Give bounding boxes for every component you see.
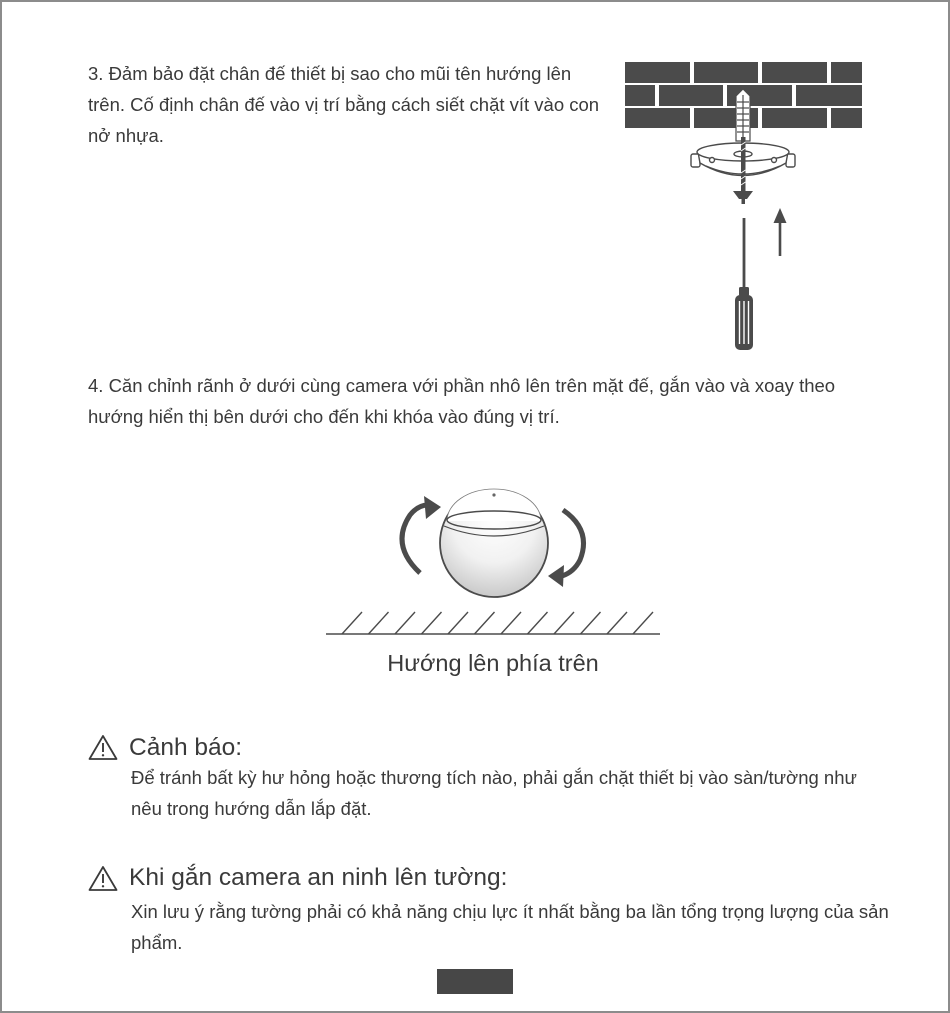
step-3-line: 3. Đảm bảo đặt chân đế thiết bị sao cho mũi tên hướng lên	[88, 63, 572, 84]
rotate-right-arrow-icon	[548, 510, 584, 587]
camera-ball	[440, 487, 548, 597]
step-4-line: hướng hiển thị bên dưới cho đến khi khóa vào đúng vị trí.	[88, 406, 560, 427]
brick	[625, 62, 690, 83]
brick	[625, 85, 655, 106]
page-tab	[437, 969, 513, 994]
ground-hatch-line	[342, 612, 362, 634]
brick	[625, 108, 690, 128]
ground-hatch-line	[501, 612, 521, 634]
ground-hatch-line	[607, 612, 627, 634]
wall-mount-illustration	[620, 55, 870, 355]
ground-hatch-line	[448, 612, 468, 634]
rotate-left-arrow-icon	[402, 496, 441, 573]
step-3-line: nở nhựa.	[88, 125, 164, 146]
step-3-line: trên. Cố định chân đế vào vị trí bằng cách siết chặt vít vào con	[88, 94, 600, 115]
ground-hatch-line	[554, 612, 574, 634]
wall-mount-note-line: Xin lưu ý rằng tường phải có khả năng chịu lực ít nhất bằng ba lần tổng trọng lượng của sản	[131, 901, 889, 922]
wall-mount-note-line: phẩm.	[131, 932, 183, 953]
wall-anchor	[736, 89, 750, 141]
warning-triangle-icon	[88, 734, 118, 761]
brick	[762, 62, 827, 83]
step-4-line: 4. Căn chỉnh rãnh ở dưới cùng camera với phần nhô lên trên mặt đế, gắn vào và xoay theo	[88, 375, 836, 396]
ground-hatch	[326, 612, 660, 634]
up-arrow-icon	[774, 208, 787, 256]
brick	[796, 85, 862, 106]
brick	[831, 108, 862, 128]
brick	[694, 62, 758, 83]
warning-triangle-icon	[88, 865, 118, 892]
warning-title: Cảnh báo:	[129, 734, 243, 761]
ground-hatch-line	[422, 612, 442, 634]
figure-caption: Hướng lên phía trên	[387, 650, 599, 676]
step-4-text	[88, 370, 835, 432]
wall-mount-note-title: Khi gắn camera an ninh lên tường:	[129, 864, 508, 891]
step-3-text	[88, 58, 599, 151]
ground-hatch-line	[633, 612, 653, 634]
ground-hatch-line	[528, 612, 548, 634]
ground-hatch-line	[475, 612, 495, 634]
brick	[762, 108, 827, 128]
ground-hatch-line	[581, 612, 601, 634]
ground-hatch-line	[395, 612, 415, 634]
brick	[831, 62, 862, 83]
brick	[659, 85, 723, 106]
ground-hatch-line	[369, 612, 389, 634]
warning-body-line: Để tránh bất kỳ hư hỏng hoặc thương tích nào, phải gắn chặt thiết bị vào sàn/tường như	[131, 767, 857, 788]
wall-mount-note-body	[131, 896, 889, 958]
warning-body-line: nêu trong hướng dẫn lắp đặt.	[131, 798, 372, 819]
warning-body	[131, 762, 857, 824]
rotate-camera-illustration	[320, 480, 670, 645]
screwdriver	[735, 218, 753, 350]
